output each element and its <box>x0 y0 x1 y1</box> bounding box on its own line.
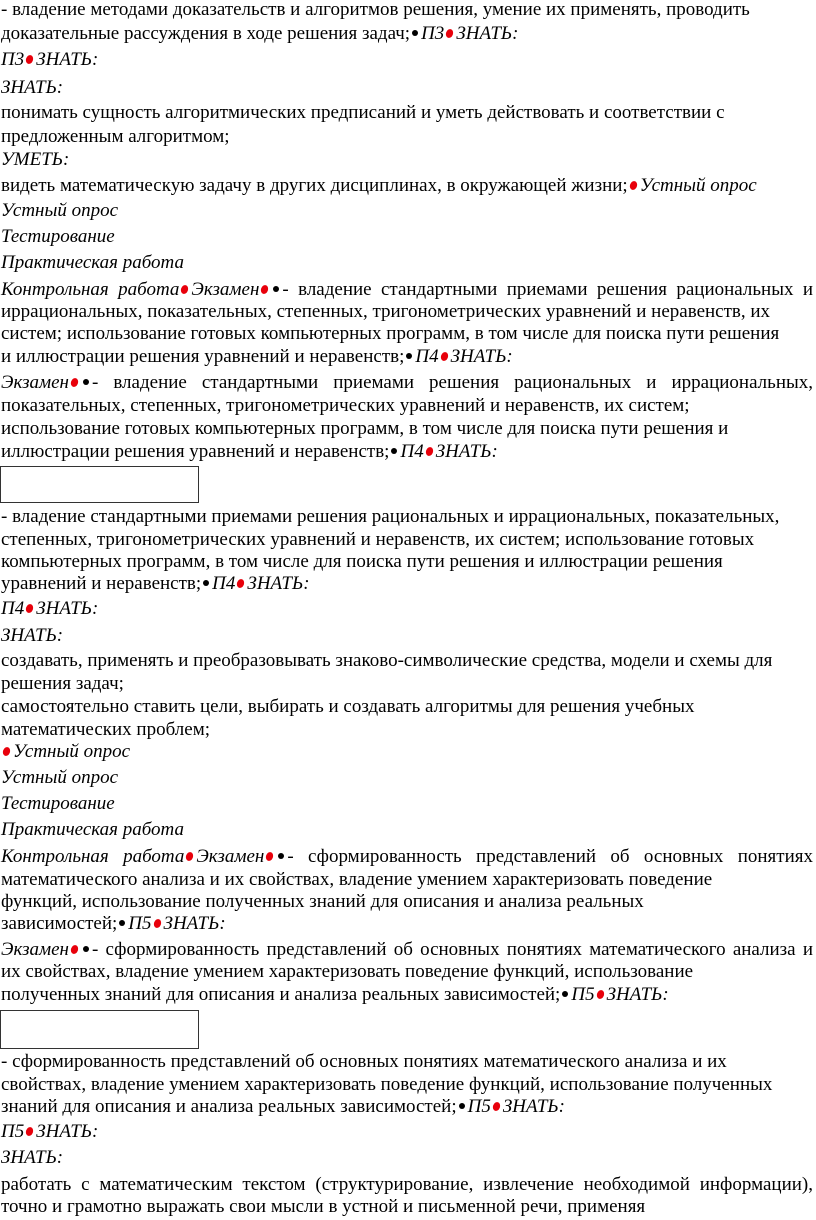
text-line <box>1 200 118 222</box>
black-bullet-icon <box>119 920 125 926</box>
body-text: функций, использование полученных знаний для описания и анализа реальных <box>1 891 644 912</box>
body-text: их свойствах, владение умением характеризовать поведение функций, использование <box>1 961 694 982</box>
italic-label: Устный опрос <box>1 200 119 221</box>
italic-label: П5 <box>467 1096 491 1117</box>
italic-label: П3 <box>1 49 25 70</box>
text-line <box>1 372 813 394</box>
black-bullet-icon <box>391 448 397 454</box>
text-line <box>1 719 210 741</box>
italic-label: Контрольная работа <box>1 846 185 867</box>
body-text: показательных, степенных, тригонометрических уравнений и неравенств, их систем; <box>1 395 690 416</box>
text-line <box>1 961 693 983</box>
text-line <box>1 1074 772 1096</box>
black-bullet-icon <box>562 991 568 997</box>
text-line <box>1 551 723 573</box>
text-line <box>1 23 518 45</box>
italic-label: Тестирование <box>1 226 115 247</box>
text-line <box>1 1121 98 1143</box>
red-bullet-icon <box>628 180 638 191</box>
empty-form-box <box>0 466 199 503</box>
text-line <box>1 819 184 841</box>
text-line <box>1 252 184 274</box>
body-text: решения задач; <box>1 673 124 694</box>
body-text: - сформированность представлений об основных понятиях математического анализа и <box>91 939 813 960</box>
text-line <box>1 1051 727 1073</box>
text-line <box>1 984 669 1006</box>
body-text: создавать, применять и преобразовывать знаково-символические средства, модели и схемы для <box>1 650 773 671</box>
text-line <box>1 913 226 935</box>
text-line <box>1 741 130 763</box>
body-text: степенных, тригонометрических уравнений и неравенств, их систем; использование готовых <box>1 529 755 550</box>
italic-label: ЗНАТЬ: <box>36 49 99 70</box>
body-text: иррациональных, показательных, степенных, тригонометрических уравнений и неравенств, их <box>1 301 771 322</box>
italic-label: Устный опрос <box>13 741 131 762</box>
text-line <box>1 279 813 301</box>
body-text: - сформированность представлений об основных понятиях <box>287 846 814 867</box>
text-line <box>1 625 63 647</box>
text-line <box>1 673 124 695</box>
text-line <box>1 77 63 99</box>
red-bullet-icon <box>70 944 80 955</box>
italic-label: ЗНАТЬ: <box>163 913 226 934</box>
red-bullet-icon <box>445 28 455 39</box>
text-line <box>1 696 694 718</box>
body-text: самостоятельно ставить цели, выбирать и создавать алгоритмы для решения учебных <box>1 696 695 717</box>
red-bullet-icon <box>70 377 80 388</box>
body-text: доказательные рассуждения в ходе решения задач; <box>1 23 411 44</box>
red-bullet-icon <box>180 284 190 295</box>
italic-label: Тестирование <box>1 793 115 814</box>
body-text: точно и грамотно выражать свои мысли в устной и письменной речи, применяя <box>1 1196 646 1217</box>
body-text: работать с математическим текстом (структурирование, извлечение необходимой информации), <box>1 1174 813 1195</box>
red-bullet-icon <box>265 851 275 862</box>
text-line <box>1 226 115 248</box>
body-text: знаний для описания и анализа реальных зависимостей; <box>1 1096 457 1117</box>
italic-label: УМЕТЬ: <box>1 149 70 170</box>
text-line <box>1 767 118 789</box>
text-line <box>1 418 728 440</box>
red-bullet-icon <box>25 603 35 614</box>
italic-label: Экзамен <box>196 846 265 867</box>
red-bullet-icon <box>185 851 195 862</box>
text-line <box>1 323 779 345</box>
italic-label: ЗНАТЬ: <box>606 984 669 1005</box>
body-text: - владение стандартными приемами решения рациональных и <box>282 279 814 300</box>
text-line <box>1 1174 813 1196</box>
italic-label: Практическая работа <box>1 819 185 840</box>
text-line <box>1 846 813 868</box>
body-text: свойствах, владение умением характеризовать поведение функций, использование полученных <box>1 1074 773 1095</box>
text-line <box>1 869 712 891</box>
body-text: - владение методами доказательств и алгоритмов решения, умение их применять, проводить <box>1 0 750 20</box>
italic-label: Практическая работа <box>1 252 185 273</box>
body-text: математических проблем; <box>1 719 210 740</box>
black-bullet-icon <box>83 379 89 385</box>
text-line <box>1 49 98 71</box>
black-bullet-icon <box>278 853 284 859</box>
italic-label: П3 <box>421 23 445 44</box>
red-bullet-icon <box>492 1101 502 1112</box>
italic-label: ЗНАТЬ: <box>1 625 64 646</box>
red-bullet-icon <box>260 284 270 295</box>
text-line <box>1 598 98 620</box>
body-text: математического анализа и их свойствах, владение умением характеризовать поведение <box>1 869 713 890</box>
body-text: уравнений и неравенств; <box>1 573 202 594</box>
text-line <box>1 939 813 961</box>
text-line <box>1 506 779 528</box>
text-line <box>1 650 772 672</box>
red-bullet-icon <box>424 446 434 457</box>
red-bullet-icon <box>25 54 35 65</box>
text-line <box>1 126 230 148</box>
text-line <box>1 1096 565 1118</box>
text-line <box>1 395 690 417</box>
text-line <box>1 529 754 551</box>
black-bullet-icon <box>203 580 209 586</box>
text-line <box>1 102 725 124</box>
italic-label: ЗНАТЬ: <box>36 1121 99 1142</box>
italic-label: П5 <box>128 913 152 934</box>
body-text: систем; использование готовых компьютерных программ, в том числе для поиска пути решения <box>1 323 780 344</box>
italic-label: ЗНАТЬ: <box>450 346 513 367</box>
text-line <box>1 1196 645 1218</box>
body-text: - сформированность представлений об основных понятиях математического анализа и их <box>1 1051 727 1072</box>
body-text: использование готовых компьютерных программ, в том числе для поиска пути решения и <box>1 418 729 439</box>
italic-label: П4 <box>415 346 439 367</box>
italic-label: П5 <box>1 1121 25 1142</box>
black-bullet-icon <box>412 30 418 36</box>
italic-label: П4 <box>1 598 25 619</box>
body-text: и иллюстрации решения уравнений и неравенств; <box>1 346 405 367</box>
black-bullet-icon <box>406 353 412 359</box>
italic-label: Экзамен <box>191 279 260 300</box>
text-line <box>1 0 750 21</box>
black-bullet-icon <box>459 1103 465 1109</box>
text-line <box>1 149 69 171</box>
italic-label: ЗНАТЬ: <box>435 441 498 462</box>
body-text: предложенным алгоритмом; <box>1 126 230 147</box>
red-bullet-icon <box>439 351 449 362</box>
body-text: - владение стандартными приемами решения рациональных и иррациональных, показательных, <box>1 506 780 527</box>
italic-label: Экзамен <box>1 372 69 393</box>
body-text: зависимостей; <box>1 913 118 934</box>
red-bullet-icon <box>236 578 246 589</box>
text-line <box>1 175 757 197</box>
black-bullet-icon <box>273 286 279 292</box>
italic-label: ЗНАТЬ: <box>36 598 99 619</box>
text-line <box>1 573 310 595</box>
red-bullet-icon <box>152 918 162 929</box>
italic-label: ЗНАТЬ: <box>1 1147 64 1168</box>
italic-label: ЗНАТЬ: <box>502 1096 565 1117</box>
body-text: компьютерных программ, в том числе для поиска пути решения и иллюстрации решения <box>1 551 723 572</box>
body-text: видеть математическую задачу в других дисциплинах, в окружающей жизни; <box>1 175 628 196</box>
text-line <box>1 301 770 323</box>
italic-label: П4 <box>212 573 236 594</box>
italic-label: ЗНАТЬ: <box>456 23 519 44</box>
red-bullet-icon <box>25 1126 35 1137</box>
body-text: понимать сущность алгоритмических предписаний и уметь действовать и соответствии с <box>1 102 725 123</box>
body-text: - владение стандартными приемами решения рациональных и иррациональных, <box>91 372 813 393</box>
italic-label: П5 <box>571 984 595 1005</box>
italic-label: Устный опрос <box>1 767 119 788</box>
text-line <box>1 441 498 463</box>
italic-label: Экзамен <box>1 939 69 960</box>
empty-form-box <box>0 1010 199 1049</box>
italic-label: П4 <box>400 441 424 462</box>
text-line <box>1 891 644 913</box>
black-bullet-icon <box>83 946 89 952</box>
body-text: полученных знаний для описания и анализа реальных зависимостей; <box>1 984 561 1005</box>
red-bullet-icon <box>2 746 12 757</box>
italic-label: ЗНАТЬ: <box>247 573 310 594</box>
red-bullet-icon <box>595 989 605 1000</box>
text-line <box>1 1147 63 1169</box>
italic-label: ЗНАТЬ: <box>1 77 64 98</box>
body-text: иллюстрации решения уравнений и неравенств; <box>1 441 390 462</box>
italic-label: Контрольная работа <box>1 279 180 300</box>
text-line <box>1 346 513 368</box>
italic-label: Устный опрос <box>639 175 757 196</box>
text-line <box>1 793 115 815</box>
